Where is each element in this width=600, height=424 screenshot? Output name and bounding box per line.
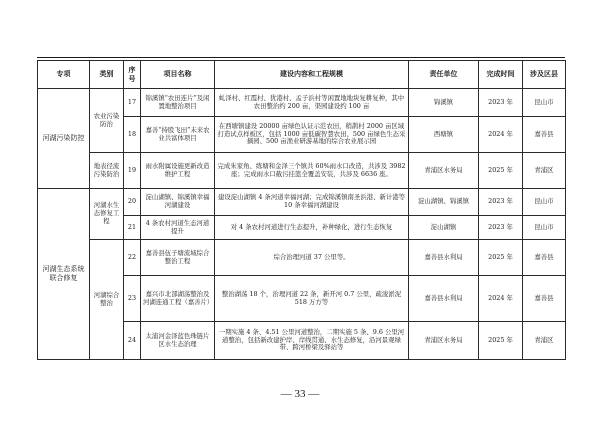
row-district: 昆山市 [523,89,566,117]
row-district: 嘉善县 [523,240,566,276]
header-category: 类别 [90,61,124,89]
row-project-name: 雨水附属设施更新改造维护工程 [141,153,215,189]
row-content: 对 4 条农村河道进行生态提升，补种绿化，进行生态恢复 [215,216,409,240]
row-district: 青浦区 [523,153,566,189]
row-project-name: 太浦河金泽蓝色珠链片区水生态治理 [141,322,215,360]
row-project-name: 淀山湖镇、锦溪镇幸福河湖建设 [141,189,215,216]
row-project-name: 锦溪镇“农田连片”及闲置地整治项目 [141,89,215,117]
row-seq: 24 [124,322,141,360]
row-unit: 西塘镇 [409,117,479,153]
row-district: 嘉善县 [523,117,566,153]
table-row [38,240,566,276]
header-content: 建设内容和工程规模 [215,61,409,89]
row-seq: 18 [124,117,141,153]
page-number: — 33 — [280,388,320,400]
table-top-rule [37,57,565,58]
row-content: 完成朱家角、练塘和金泽三个镇共 60%雨水口改造，共涉及 3982 座；完成雨水口截污挂篮全覆盖安装，共涉及 6636 座。 [215,153,409,189]
row-seq: 20 [124,189,141,216]
row-seq: 21 [124,216,141,240]
header-district: 涉及区县 [523,61,566,89]
row-year: 2023 年 [479,189,523,216]
row-content: 在西塘镇建设 20000 亩绿色认证示范农田，稍鹊村 2000 亩区域打造试点样板区，包括 1000 亩低碳智慧农田、500 亩绿色生态采摘园、500 亩渔业研游基地的综合农业展示园 [215,117,409,153]
row-year: 2025 年 [479,153,523,189]
group-pollution: 河湖污染防控 [38,89,90,189]
table-row [38,153,566,189]
row-unit: 淀山湖镇 [409,216,479,240]
row-year: 2023 年 [479,89,523,117]
header-year: 完成时间 [479,61,523,89]
category-river-comprehensive: 河湖综合整治 [90,240,124,360]
header-unit: 责任单位 [409,61,479,89]
group-ecosystem: 河湖生态系统联合修复 [38,189,90,360]
row-seq: 23 [124,276,141,322]
row-project-name: 嘉善县伍子塘流域综合整治工程 [141,240,215,276]
project-table [37,60,566,360]
row-year: 2025 年 [479,322,523,360]
row-district: 昆山市 [523,216,566,240]
category-agri: 农业污染防治 [90,89,124,153]
header-seq: 序号 [124,61,141,89]
row-unit: 嘉善县水利局 [409,276,479,322]
row-unit: 嘉善县水利局 [409,240,479,276]
table-header-row [38,61,566,89]
table-row [38,89,566,117]
row-seq: 19 [124,153,141,189]
category-river-habitat: 河湖水生态修复工程 [90,189,124,240]
row-seq: 22 [124,240,141,276]
row-year: 2025 年 [479,240,523,276]
row-year: 2023 年 [479,216,523,240]
row-project-name: 嘉善“持股飞田”未来农业共富体项目 [141,117,215,153]
header-topic: 专项 [38,61,90,89]
row-district: 嘉善县 [523,276,566,322]
row-project-name: 4 条农村河道生态河道提升 [141,216,215,240]
row-unit: 锦溪镇 [409,89,479,117]
header-project-name: 项目名称 [141,61,215,89]
row-district: 昆山市 [523,189,566,216]
row-unit: 青浦区水务局 [409,153,479,189]
row-content: 综合治理河道 37 公里等。 [215,240,409,276]
row-district: 青浦区 [523,322,566,360]
row-content: 虬泽村、红霞村、犹港村、孟子浜村等闲置地地块复耕复种，其中农田整治约 200 亩，渠园建设约 100 亩 [215,89,409,117]
row-content: 整治湖荡 18 个，治理河道 22 条，新开河 0.7 公里，疏浚淤泥 518 万方等 [215,276,409,322]
category-surface: 地表径流污染防治 [90,153,124,189]
row-year: 2024 年 [479,117,523,153]
row-seq: 17 [124,89,141,117]
row-unit: 淀山湖镇、锦溪镇 [409,189,479,216]
row-project-name: 嘉兴市北部湖荡整治及河湖连通工程（嘉善片） [141,276,215,322]
row-unit: 青浦区水务局 [409,322,479,360]
row-content: 一期实施 4 条、4.51 公里河道整治，二期实施 5 条、9.6 公里河道整治，包括新改建护岸、岸线贯通、水生态修复，沿河景观绿带、跨河桥梁及驿站等 [215,322,409,360]
row-year: 2024 年 [479,276,523,322]
row-content: 建设淀山湖镇 4 条河道幸福河湖；完成锦溪镇南圣浜港、新计港等 10 条幸福河湖建设 [215,189,409,216]
table-row [38,189,566,216]
